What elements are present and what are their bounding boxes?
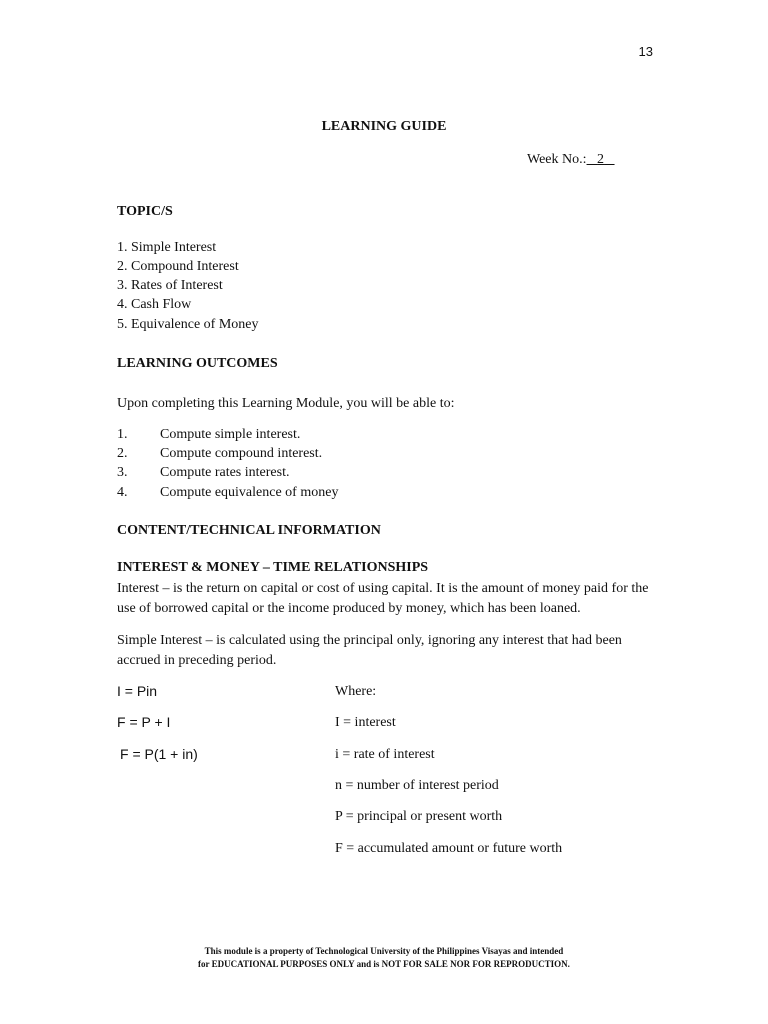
topic-item: 3. Rates of Interest: [117, 278, 223, 293]
where-item: i = rate of interest: [335, 747, 435, 762]
outcome-number: 3.: [117, 465, 128, 480]
outcome-text: Compute simple interest.: [160, 427, 301, 442]
topics-heading: TOPIC/S: [117, 204, 173, 219]
formula-future-worth-expanded: F = P(1 + in): [120, 746, 198, 762]
simple-interest-definition: Simple Interest – is calculated using the principal only, ignoring any interest that had been accrued in preceding period.: [117, 633, 622, 668]
week-number: [527, 152, 615, 168]
page-title: LEARNING GUIDE: [321, 119, 447, 134]
formula-future-worth: F = P + I: [117, 714, 171, 730]
where-item: I = interest: [335, 715, 396, 730]
where-label: Where:: [335, 684, 377, 699]
page-number: 13: [638, 44, 653, 59]
week-label: Week No.:: [527, 152, 587, 167]
topic-item: 2. Compound Interest: [117, 259, 239, 274]
outcome-number: 2.: [117, 446, 128, 461]
topic-item: 4. Cash Flow: [117, 297, 192, 312]
outcome-number: 4.: [117, 485, 128, 500]
footer-line: for EDUCATIONAL PURPOSES ONLY and is NOT FOR SALE NOR FOR REPRODUCTION.: [198, 959, 570, 969]
footer-line: This module is a property of Technological University of the Philippines Visayas and intended: [204, 946, 564, 956]
outcome-text: Compute rates interest.: [160, 465, 290, 480]
where-item: F = accumulated amount or future worth: [335, 841, 563, 856]
outcomes-heading: LEARNING OUTCOMES: [117, 356, 278, 371]
week-value: 2: [597, 152, 605, 167]
content-heading: CONTENT/TECHNICAL INFORMATION: [117, 523, 381, 538]
topic-item: 5. Equivalence of Money: [117, 317, 259, 332]
outcomes-intro: Upon completing this Learning Module, you will be able to:: [117, 396, 455, 411]
outcome-text: Compute equivalence of money: [160, 485, 339, 500]
where-item: P = principal or present worth: [335, 809, 503, 824]
outcome-text: Compute compound interest.: [160, 446, 323, 461]
outcome-number: 1.: [117, 427, 128, 442]
content-subheading: INTEREST & MONEY – TIME RELATIONSHIPS: [117, 560, 429, 575]
where-item: n = number of interest period: [335, 778, 499, 793]
topic-item: 1. Simple Interest: [117, 240, 217, 255]
formula-simple-interest: I = Pin: [117, 683, 158, 699]
interest-definition: Interest – is the return on capital or cost of using capital. It is the amount of money paid for the use of borrowed capital or the income produced by money, which has been loaned.: [117, 581, 649, 616]
